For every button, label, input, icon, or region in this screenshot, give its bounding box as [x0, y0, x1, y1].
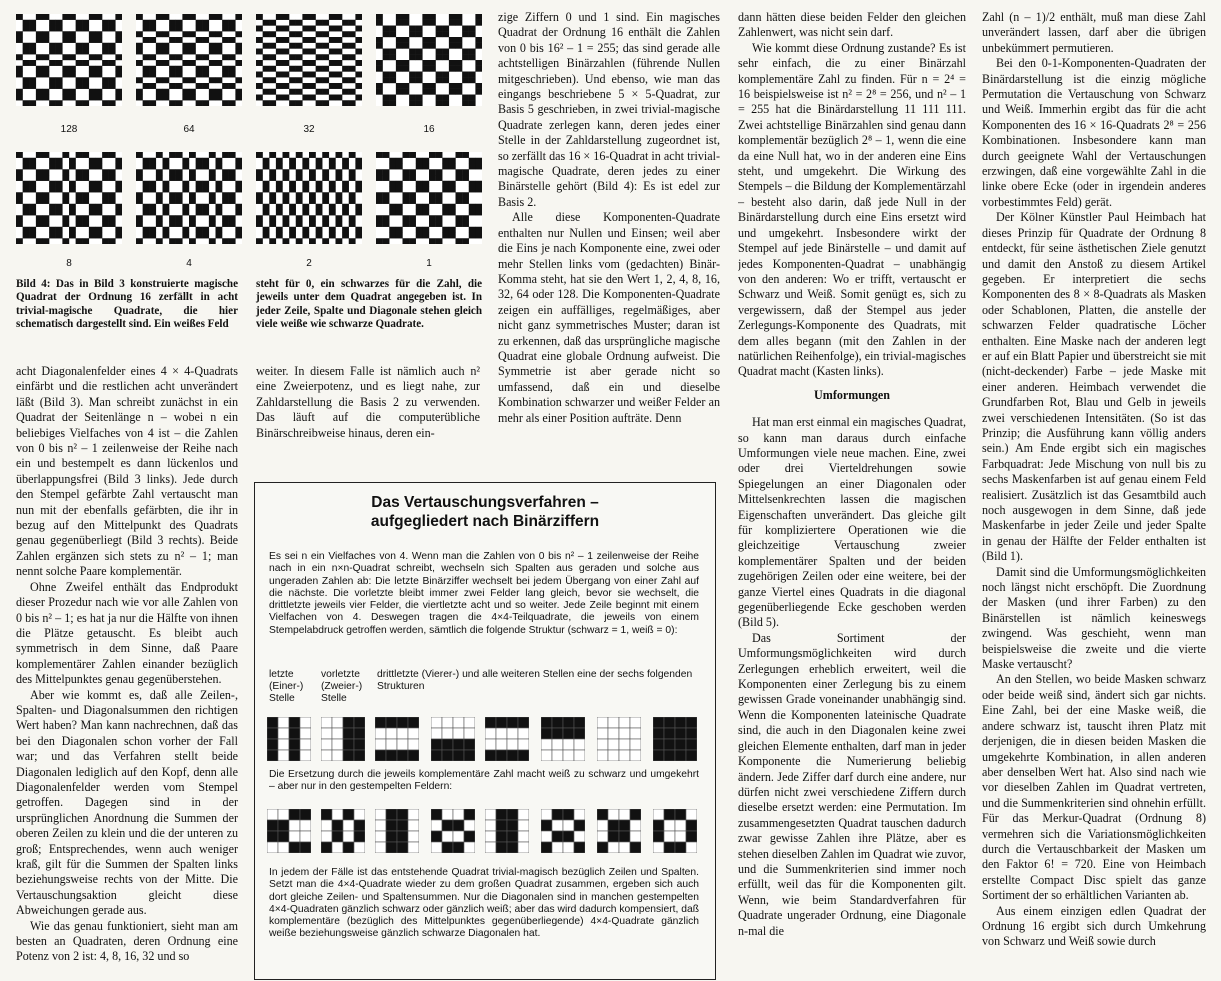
- stamped-tile: [267, 809, 311, 853]
- paragraph: Aber wie kommt es, daß alle Zeilen-, Spalten- und Diagonalsummen den richtigen Wert haben? Man kann nachrechnen, daß das bei den Diagonalen schon vorher der Fall war; und das Verfahren stellt beide Diagonalen lediglich auf den Kopf, denn alle Diagonalenfelder werden vom Stempel getroffen. Dagegen sind in der ursprünglichen Anordnung die Summen der oberen Zeilen zu klein und die der unteren zu groß; Entsprechendes, wenn auch weniger kraß, gilt für die Summen der Spalten links beziehungsweise rechts von der Mitte. Die Vertauschungsaktion gleicht diese Abweichungen gerade aus.: [16, 687, 238, 918]
- component-grid-32: [256, 14, 362, 106]
- box-title-line: aufgegliedert nach Binärziffern: [370, 513, 600, 530]
- component-grid-4: [136, 152, 242, 244]
- label-last-digit: letzte (Einer-) Stelle: [269, 669, 304, 704]
- structure-tile: [431, 717, 475, 761]
- paragraph: Bei den 0-1-Komponenten-Quadraten der Binärdarstellung ist die einzig mögliche Permutation die Vertauschung von Schwarz und Weiß. Immerhin ergibt das für die acht Komponenten des 16 × 16-Quadrats 2⁸ = 256 Kombinationen. Insbesondere kann man durch geeignete Wahl der Vertauschungen erzwingen, daß eine vorgewählte Zahl in die linke obere Ecke (oder in irgendein anderes vorbestimmtes Feld) gerät.: [982, 56, 1206, 209]
- grid-label: 4: [186, 258, 192, 269]
- grid-label: 64: [183, 124, 195, 135]
- stamped-tile: [375, 809, 419, 853]
- stamped-tile: [597, 809, 641, 853]
- structure-tile: [597, 717, 641, 761]
- text-column-4: [738, 10, 966, 980]
- structure-tile: [485, 717, 529, 761]
- box-title-line: Das Vertauschungsverfahren –: [371, 494, 599, 511]
- paragraph: dann hätten diese beiden Felder den gleichen Zahlenwert, was nicht sein darf.: [738, 10, 966, 40]
- component-grid-16: [376, 14, 482, 106]
- paragraph: weiter. In diesem Falle ist nämlich auch n² eine Zweierpotenz, und es liegt nahe, zur Zahldarstellung die Basis 2 zu verwenden. Das läuft auf die computerübliche Binärschreibweise hinaus, deren ein-: [256, 364, 480, 440]
- label-further-digits: drittletzte (Vierer-) und alle weiteren Stellen eine der sechs folgenden Strukturen: [377, 669, 693, 692]
- grid-label: 2: [306, 258, 312, 269]
- component-grid-8: [16, 152, 122, 244]
- text-column-2: [256, 364, 480, 444]
- paragraph: Zahl (n – 1)/2 enthält, muß man diese Zahl unverändert lassen, darf aber die übrigen unbekümmert permutieren.: [982, 10, 1206, 55]
- structure-tile: [267, 717, 311, 761]
- label-second-digit: vorletzte (Zweier-) Stelle: [321, 669, 363, 704]
- paragraph: acht Diagonalenfelder eines 4 × 4-Quadrats einfärbt und die restlichen acht unverändert läßt (Bild 3). Man schreibt zunächst in ein Quadrat der Seitenlänge n – wobei n ein beliebiges Vielfaches von 4 ist – die Zahlen von 0 bis n² – 1 zeilenweise der Reihe nach ein und bestempelt es dann lückenlos und überlappungsfrei (Bild 3 links). Jede durch den Stempel gefärbte Zahl vertauscht man nun mit der ebenfalls gefärbten, die ihr in bezug auf den Mittelpunkt des Quadrats genau gegenüberliegt (Bild 3 rechts). Beide Zahlen ergänzen sich stets zu n² – 1; man nennt solche Paare komplementär.: [16, 364, 238, 579]
- figure-caption-left: Bild 4: Das in Bild 3 konstruierte magische Quadrat der Ordnung 16 zerfällt in acht trivial-magische Quadrate, die hier schematisch dargestellt sind. Ein weißes Feld: [16, 278, 238, 331]
- paragraph: Ohne Zweifel enthält das Endprodukt dieser Prozedur nach wie vor alle Zahlen von 0 bis n² – 1; es hat ja nur die Hälfte von ihnen die Plätze getauscht. Es bleibt auch symmetrisch in dem Sinne, daß Paare komplementärer Zahlen einander bezüglich des Mittelpunktes genau gegenüberstehen.: [16, 579, 238, 687]
- stamped-tile: [485, 809, 529, 853]
- paragraph: Damit sind die Umformungsmöglichkeiten noch längst nicht erschöpft. Die Zuordnung der Masken (und ihrer Farben) zu den Binärstellen ist nämlich keineswegs zwingend. Was geschieht, wenn man beispielsweise die zweite und die vierte Maske vertauscht?: [982, 564, 1206, 672]
- paragraph: Der Kölner Künstler Paul Heimbach hat dieses Prinzip für Quadrate der Ordnung 8 entdeckt, für seine ästhetischen Ziele genutzt und damit den Anstoß zu diesem Artikel gegeben. Er interpretiert die sechs Komponenten des 8 × 8-Quadrats als Masken oder Schablonen, Platten, die anstelle der schwarzen Felder quadratische Löcher enthalten. Eine Maske nach der anderen legt er auf ein Blatt Papier und überstreicht sie mit (nicht-deckender) Farbe – jede Maske mit einer anderen. Heimbach verwendet die Grundfarben Rot, Blau und Gelb in jeweils zwei verschiedenen Intensitäten. (So ist das Prinzip; die Ausführung kann völlig anders sein.) Am Ende ergibt sich ein magisches Farbquadrat: Jede Mischung von null bis zu sechs Maskenfarben ist auf genau einem Feld realisiert. Zusätzlich ist das Gesamtbild auch noch ausgewogen in dem Sinne, daß jede Maskenfarbe in jeder Zeile und jeder Spalte in genau der Hälfte der Felder enthalten ist (Bild 1).: [982, 210, 1206, 564]
- section-heading: Umformungen: [814, 387, 890, 402]
- figure-caption-right: steht für 0, ein schwarzes für die Zahl, die jeweils unter dem Quadrat angegeben ist. In jeder Zeile, Spalte und Diagonale stehen gleich viele weiße wie schwarze Quadrate.: [256, 278, 482, 331]
- grid-label: 8: [66, 258, 72, 269]
- paragraph: Aus einem einzigen edlen Quadrat der Ordnung 16 ergibt sich durch Umkehrung von Schwarz und Weiß sowie durch: [982, 903, 1206, 949]
- structure-tile: [653, 717, 697, 761]
- component-grid-1: [376, 152, 482, 244]
- structure-tile: [541, 717, 585, 761]
- paragraph: Wie kommt diese Ordnung zustande? Es ist sehr einfach, die zu einer Binärzahl komplementäre Zahl zu finden. Für n = 2⁴ = 16 beispielsweise ist n² = 2⁸ = 256, und n² – 1 = 255 hat die Binärdarstellung 11 111 111. Zwei achtstellige Binärzahlen sind genau dann komplementär bezüglich 2⁸ – 1, wenn die eine da eine Null hat, wo in der anderen eine Eins steht, und umgekehrt. Die Wirkung des Stempels – die Bildung der Komplementärzahl – besteht also darin, daß jede Null in der Binärdarstellung durch eine Eins ersetzt wird und umgekehrt. Insbesondere wirkt der Stempel auf jede Binärstelle – und damit auf jedes Komponenten-Quadrat – unabhängig von den anderen: Wo er trifft, vertauscht er Schwarz und Weiß. Somit genügt es, sich zu vergewissern, daß der Stempel aus jeder Zerlegungs-Komponente des Quadrats, mit dem alles begann (mit den Zahlen in der natürlichen Reihenfolge), ein trivial-magisches Quadrat macht (Kasten links).: [738, 40, 966, 379]
- structure-tile: [375, 717, 419, 761]
- text-column-1: [16, 364, 238, 980]
- paragraph: zige Ziffern 0 und 1 sind. Ein magisches Quadrat der Ordnung 16 enthält die Zahlen von 0 bis 16² – 1 = 255; das sind gerade alle achtstelligen Binärzahlen (führende Nullen mitgeschrieben). Und ebenso, wie man das eingangs beschriebene 5 × 5-Quadrat, zur Basis 5 geschrieben, in zwei trivial-magische Quadrate zerlegen kann, deren jedes einer Stelle in der Zahldarstellung zugeordnet ist, so zerfällt das 16 × 16-Quadrat in acht trivial-magische Quadrate, deren jedes zu einer Binärstelle gehört (Bild 4): Es ist edel zur Basis 2.: [498, 10, 720, 209]
- paragraph: An den Stellen, wo beide Masken schwarz oder beide weiß sind, ändert sich gar nichts. Eine Zahl, bei der eine Maske weiß, die andere schwarz ist, tauscht ihren Platz mit derjenigen, die in diesen beiden Masken die umgekehrte Kombination, in allen anderen aber denselben Wert hat. Also sind nach wie vor dieselben Zahlen im Quadrat vertreten, und die Summenkriterien sind ohnehin erfüllt. Für das Merkur-Quadrat (Ordnung 8) vermehren sich die Variationsmöglichkeiten durch die Vertauschbarkeit der Masken um den Faktor 6! = 720. Eine von Heimbach erstellte Compact Disc spielt das ganze Sortiment der so erhältlichen Varianten ab.: [982, 672, 1206, 903]
- box-intro: Es sei n ein Vielfaches von 4. Wenn man die Zahlen von 0 bis n² – 1 zeilenweise der Reihe nach in ein n×n-Quadrat schreibt, wechseln sich Spalten aus geraden und solche aus ungeraden Zahlen ab: Die letzte Binärziffer wechselt bei jedem Übergang von einer Zahl auf die nächste. Die vorletzte bleibt immer zwei Felder lang gleich, bevor sie wechselt, die drittletzte jeweils vier Felder, die viertletzte acht und so weiter. Jede Zeile beginnt mit einem Vielfachen von 4. Deswegen tragen die 4×4-Teilquadrate, die jeweils von einem Stempelabdruck getroffen werden, sämtlich die folgende Struktur (schwarz = 1, weiß = 0):: [269, 551, 699, 636]
- stamped-tile: [321, 809, 365, 853]
- component-grid-2: [256, 152, 362, 244]
- grid-label: 1: [426, 258, 432, 269]
- grid-label: 16: [423, 124, 435, 135]
- grid-label: 128: [60, 124, 78, 135]
- paragraph: Das Sortiment der Umformungsmöglichkeiten wird durch Zerlegungen erheblich erweitert, weil die Komponenten einer Zerlegung bis zu einem gewissen Grade voneinander unabhängig sind. Wenn die Komponenten lateinische Quadrate sind, die auch in den Diagonalen keine zwei gleichen Elemente enthalten, darf man in jeder Komponente die Numerierung beliebig ändern. Jede Ziffer darf durch eine andere, nur dürfen nicht zwei verschiedene Ziffern durch dieselbe ersetzt werden: eine Permutation. Im zusammengesetzten Quadrat tauschen dadurch zwar gewisse Zahlen ihre Plätze, aber es stehen dieselben Zahlen im Quadrat wie zuvor, und die Summenkriterien sind immer noch erfüllt, weil das für die Komponenten gilt. Wenn, wie beim Standardverfahren für Quadrate ungerader Ordnung, eine Diagonale n-mal die: [738, 630, 966, 938]
- paragraph: Alle diese Komponenten-Quadrate enthalten nur Nullen und Einsen; weil aber die Eins je nach Komponente eine, zwei oder mehr Stellen links vom (gedachten) Binär-Komma steht, hat sie den Wert 1, 2, 4, 8, 16, 32, 64 oder 128. Die Komponenten-Quadrate zeigen ein auffälliges, regelmäßiges, aber nicht ganz symmetrisches Muster; daran ist zu erkennen, daß das ursprüngliche magische Quadrat eine globale Ordnung aufweist. Die Symmetrie ist aber gerade nicht so umfassend, daß ein und dieselbe Kombination schwarzer und weißer Felder an mehr als einer Position aufträte. Denn: [498, 210, 720, 425]
- info-box: [254, 482, 716, 980]
- paragraph: Wie das genau funktioniert, sieht man am besten an Quadraten, deren Ordnung eine Potenz von 2 ist: 4, 8, 16, 32 und so: [16, 918, 238, 964]
- stamped-tile: [431, 809, 475, 853]
- box-middle: Die Ersetzung durch die jeweils komplementäre Zahl macht weiß zu schwarz und umgekehrt – aber nur in den gestempelten Feldern:: [269, 769, 699, 793]
- box-closing: In jedem der Fälle ist das entstehende Quadrat trivial-magisch bezüglich Zeilen und Spalten. Setzt man die 4×4-Quadrate wieder zu dem großen Quadrat zusammen, ergeben sich auch dort gleiche Zeilen- und Spaltensummen. Nur die Diagonalen sind in manchen gestempelten 4×4-Quadraten gänzlich schwarz oder gänzlich weiß; aber das wird dadurch kompensiert, daß komplementäre (bezüglich des Mittelpunktes gegenüberliegende) 4×4-Quadrate gänzlich weiße beziehungsweise gänzlich schwarze Diagonalen hat.: [269, 867, 699, 940]
- component-grid-64: [136, 14, 242, 106]
- structure-tile: [321, 717, 365, 761]
- grid-label: 32: [303, 124, 315, 135]
- stamped-tile: [653, 809, 697, 853]
- paragraph: Hat man erst einmal ein magisches Quadrat, so kann man daraus durch einfache Umformungen viele neue machen. Eine, zwei oder drei Vierteldrehungen sowie Spiegelungen an einer Diagonalen oder Mittelsenkrechten lassen die magischen Eigenschaften unverändert. Das gleiche gilt für kompliziertere Operationen wie die gleichzeitige Vertauschung zweier komplementärer Spalten und der beiden zugehörigen Zeilen oder eine weitere, bei der ganze Viertel eines Quadrats in die diagonal gegenüberliegende Ecke geschoben werden (Bild 5).: [738, 415, 966, 630]
- box-title: [255, 493, 715, 531]
- component-grid-128: [16, 14, 122, 106]
- text-column-5: [982, 10, 1206, 980]
- text-column-3: [498, 10, 720, 442]
- stamped-tile: [541, 809, 585, 853]
